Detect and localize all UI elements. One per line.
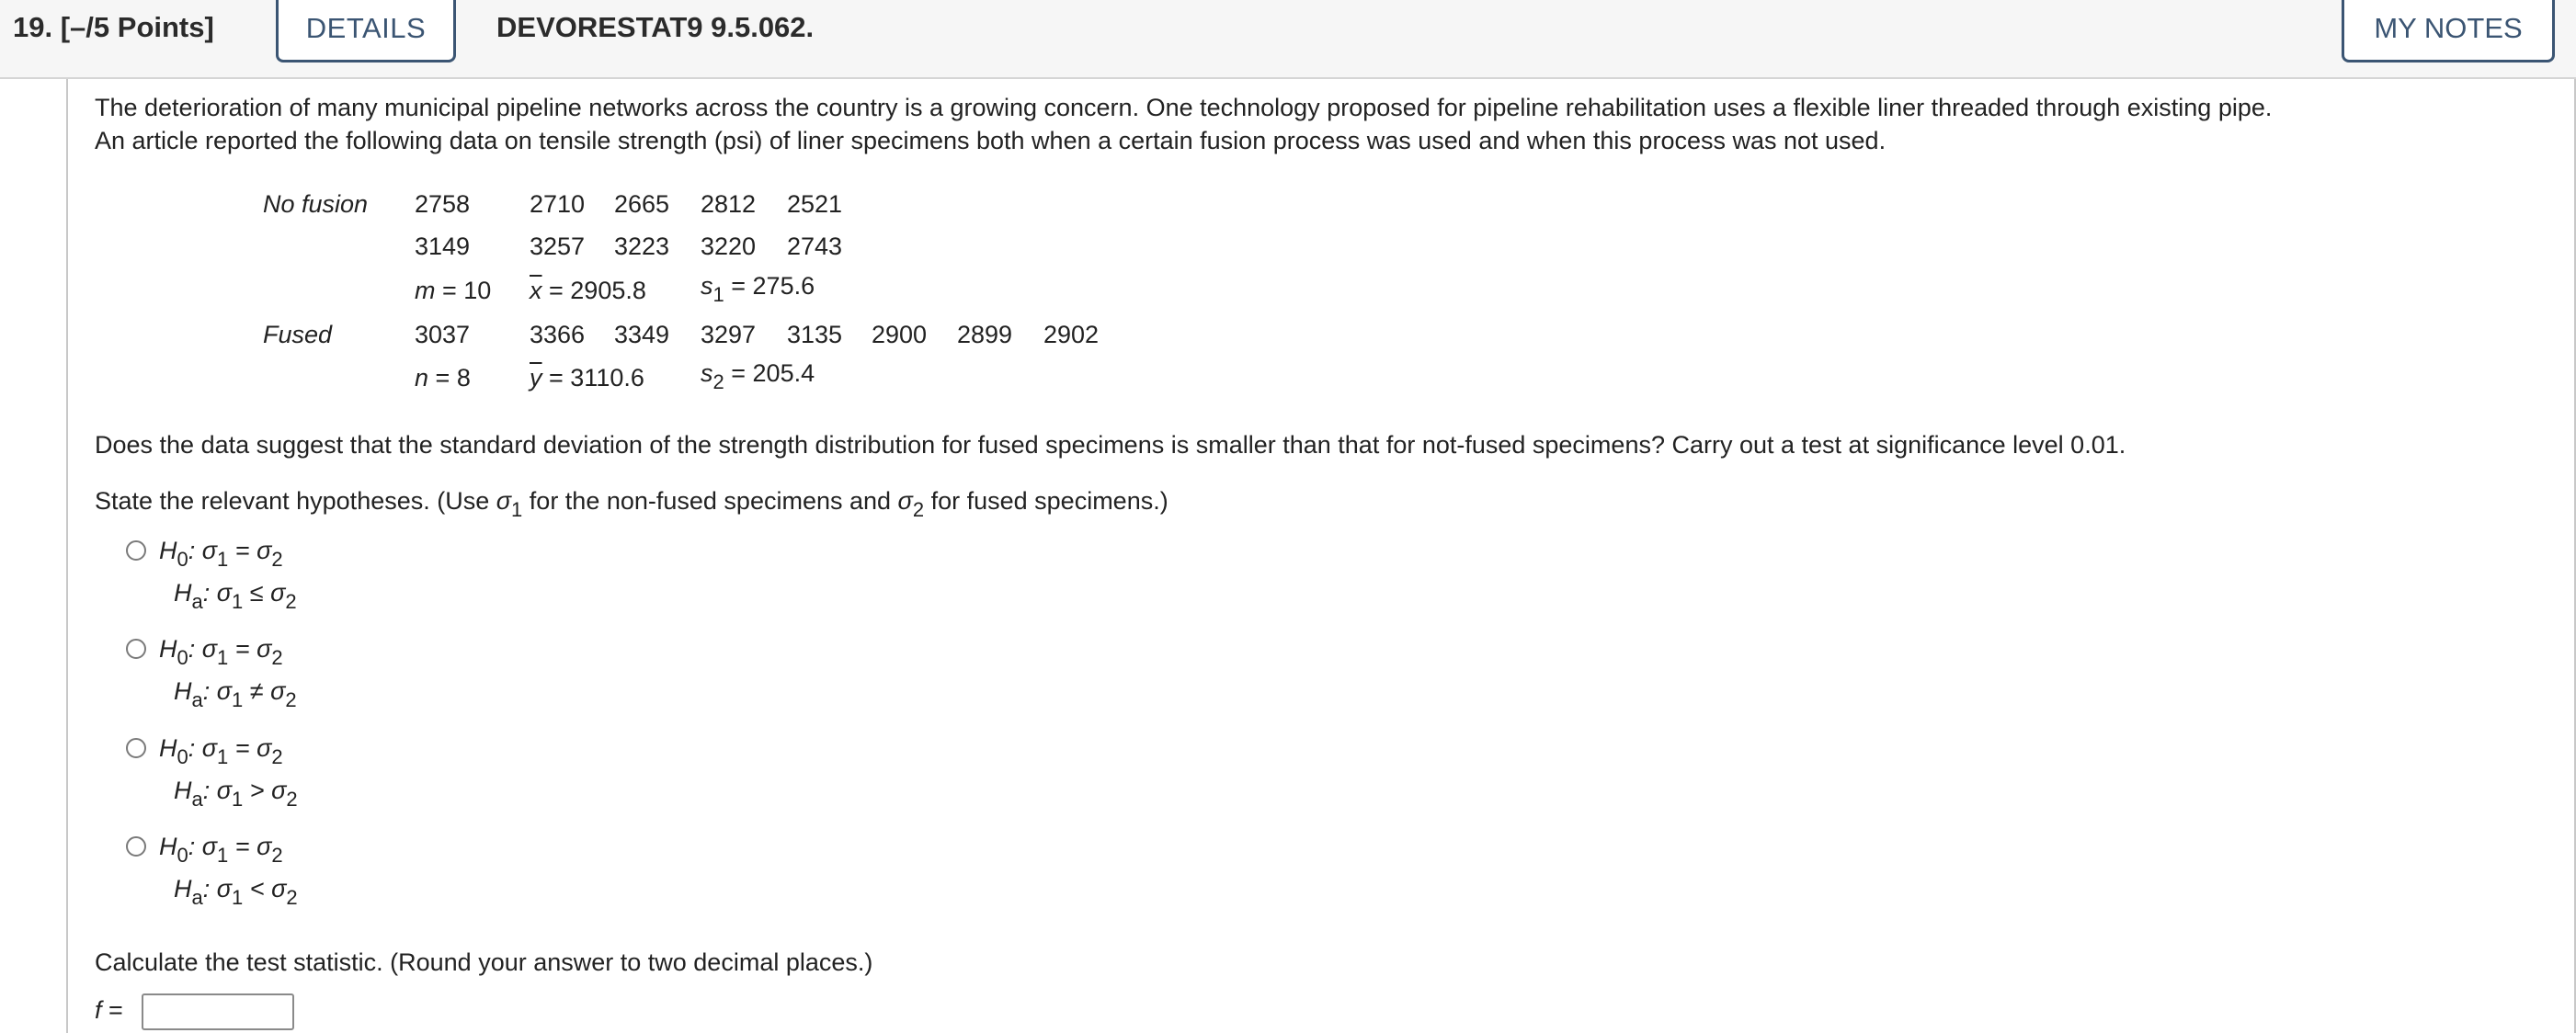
ha-rhs: ≠ σ — [243, 677, 286, 705]
ha-symbol: H — [174, 579, 192, 607]
ha-sub2: 2 — [286, 886, 298, 909]
s1-subscript: 1 — [712, 283, 724, 306]
null-hypothesis — [159, 537, 283, 572]
h0-lhs: : σ — [188, 537, 218, 564]
test-statistic-input[interactable] — [142, 993, 294, 1030]
s2-symbol: s — [701, 359, 713, 387]
h0-lhs: : σ — [188, 734, 218, 762]
alternative-hypothesis — [174, 677, 297, 712]
ha-rhs: > σ — [243, 777, 287, 804]
h0-sub2: 2 — [271, 745, 283, 768]
no-fusion-value: 3257 — [530, 233, 586, 260]
no-fusion-value: 2758 — [415, 190, 471, 218]
h0-sub1: 1 — [217, 844, 229, 867]
null-hypothesis — [159, 635, 283, 670]
m-stat — [415, 277, 491, 305]
null-hypothesis — [159, 833, 283, 868]
h0-subscript: 0 — [177, 646, 188, 669]
alternative-hypothesis — [174, 777, 298, 812]
points-label: [–/5 Points] — [60, 11, 214, 43]
f-equals: = — [101, 996, 123, 1024]
f-label — [95, 996, 123, 1025]
ha-lhs: : σ — [202, 777, 233, 804]
ybar-stat — [530, 364, 644, 392]
n-stat — [415, 364, 471, 392]
radio-button[interactable] — [126, 639, 146, 659]
fused-label: Fused — [263, 321, 333, 348]
h0-symbol: H — [159, 537, 177, 564]
ha-sub2: 2 — [285, 688, 297, 711]
ha-lhs: : σ — [202, 875, 233, 902]
no-fusion-value: 3220 — [701, 233, 757, 260]
ha-sub2: 2 — [285, 590, 297, 613]
h0-symbol: H — [159, 734, 177, 762]
no-fusion-value: 2743 — [787, 233, 843, 260]
sigma-subscript: 1 — [511, 498, 523, 521]
h0-sub2: 2 — [271, 548, 283, 571]
ha-sub2: 2 — [286, 788, 298, 811]
h0-rhs: = σ — [228, 635, 272, 663]
fused-value: 3297 — [701, 321, 757, 348]
question-text: Does the data suggest that the standard deviation of the strength distribution for fused specimens is smaller than that for not-fused specimens? Carry out a test at significance level 0.01. — [95, 431, 2126, 459]
intro-line-1: The deterioration of many municipal pipeline networks across the country is a growing concern. One technology proposed for pipeline rehabilitation uses a flexible liner threaded through existing pipe. — [95, 94, 2273, 121]
ha-subscript: a — [191, 590, 203, 613]
h0-sub2: 2 — [271, 844, 283, 867]
alternative-hypothesis — [174, 875, 298, 910]
ha-sub1: 1 — [232, 886, 244, 909]
ha-rhs: ≤ σ — [243, 579, 286, 607]
question-header — [0, 0, 2576, 79]
fused-value: 2902 — [1043, 321, 1100, 348]
h0-subscript: 0 — [177, 548, 188, 571]
alternative-hypothesis — [174, 579, 297, 614]
h0-sub1: 1 — [217, 646, 229, 669]
ha-subscript: a — [191, 788, 203, 811]
ha-subscript: a — [191, 886, 203, 909]
question-body — [66, 79, 2576, 1033]
s2-subscript: 2 — [712, 370, 724, 393]
h0-rhs: = σ — [228, 833, 272, 860]
my-notes-button[interactable]: MY NOTES — [2342, 0, 2555, 62]
h0-sub2: 2 — [271, 646, 283, 669]
problem-code: DEVORESTAT9 9.5.062. — [496, 11, 815, 43]
ha-lhs: : σ — [202, 579, 233, 607]
n-symbol: n — [415, 364, 429, 392]
s1-symbol: s — [701, 272, 713, 300]
h0-symbol: H — [159, 833, 177, 860]
calculate-prompt: Calculate the test statistic. (Round your answer to two decimal places.) — [95, 948, 873, 976]
s2-stat — [701, 359, 815, 394]
sigma-subscript: 2 — [912, 498, 925, 521]
h0-symbol: H — [159, 635, 177, 663]
h0-rhs: = σ — [228, 734, 272, 762]
h0-sub1: 1 — [217, 548, 229, 571]
ybar-value: = 3110.6 — [549, 364, 644, 392]
s1-value: = 275.6 — [731, 272, 815, 300]
h0-subscript: 0 — [177, 745, 188, 768]
no-fusion-value: 2521 — [787, 190, 843, 218]
no-fusion-value: 3223 — [614, 233, 670, 260]
question-number: 19. — [13, 11, 53, 43]
prompt-prefix: State the relevant hypotheses. (Use — [95, 487, 496, 515]
radio-button[interactable] — [126, 836, 146, 857]
intro-line-2: An article reported the following data on tensile strength (psi) of liner specimens both when a certain fusion process was used and when this process was not used. — [95, 127, 1886, 154]
no-fusion-value: 2812 — [701, 190, 757, 218]
fused-value: 3037 — [415, 321, 471, 348]
ybar-symbol: $\overline{y}$ — [530, 364, 542, 392]
fused-value: 2899 — [957, 321, 1013, 348]
ha-symbol: H — [174, 677, 192, 705]
radio-button[interactable] — [126, 738, 146, 758]
ha-subscript: a — [191, 688, 203, 711]
h0-sub1: 1 — [217, 745, 229, 768]
details-button[interactable]: DETAILS — [276, 0, 456, 62]
f-symbol: f — [95, 996, 102, 1024]
xbar-value: = 2905.8 — [549, 277, 646, 304]
prompt-middle: for the non-fused specimens and — [522, 487, 898, 515]
no-fusion-label: No fusion — [263, 190, 369, 218]
null-hypothesis — [159, 734, 283, 769]
ha-symbol: H — [174, 875, 192, 902]
ha-sub1: 1 — [232, 688, 244, 711]
no-fusion-value: 2710 — [530, 190, 586, 218]
fused-value: 2900 — [872, 321, 928, 348]
ha-sub1: 1 — [232, 590, 244, 613]
m-symbol: m — [415, 277, 436, 304]
sigma-symbol: σ — [897, 487, 913, 515]
sigma-symbol: σ — [496, 487, 512, 515]
s1-stat — [701, 272, 815, 307]
h0-lhs: : σ — [188, 635, 218, 663]
fused-value: 3366 — [530, 321, 586, 348]
ha-rhs: < σ — [243, 875, 287, 902]
no-fusion-value: 3149 — [415, 233, 471, 260]
h0-subscript: 0 — [177, 844, 188, 867]
xbar-stat — [530, 277, 646, 305]
ha-sub1: 1 — [232, 788, 244, 811]
fused-value: 3135 — [787, 321, 843, 348]
prompt-suffix: for fused specimens.) — [924, 487, 1168, 515]
xbar-symbol: $\overline{x}$ — [530, 277, 542, 304]
question-points — [13, 11, 214, 44]
fused-value: 3349 — [614, 321, 670, 348]
ha-symbol: H — [174, 777, 192, 804]
h0-rhs: = σ — [228, 537, 272, 564]
radio-button[interactable] — [126, 540, 146, 561]
ha-lhs: : σ — [202, 677, 233, 705]
no-fusion-value: 2665 — [614, 190, 670, 218]
s2-value: = 205.4 — [731, 359, 815, 387]
h0-lhs: : σ — [188, 833, 218, 860]
m-value: = 10 — [442, 277, 492, 304]
n-value: = 8 — [435, 364, 471, 392]
hypotheses-prompt — [95, 487, 1168, 522]
